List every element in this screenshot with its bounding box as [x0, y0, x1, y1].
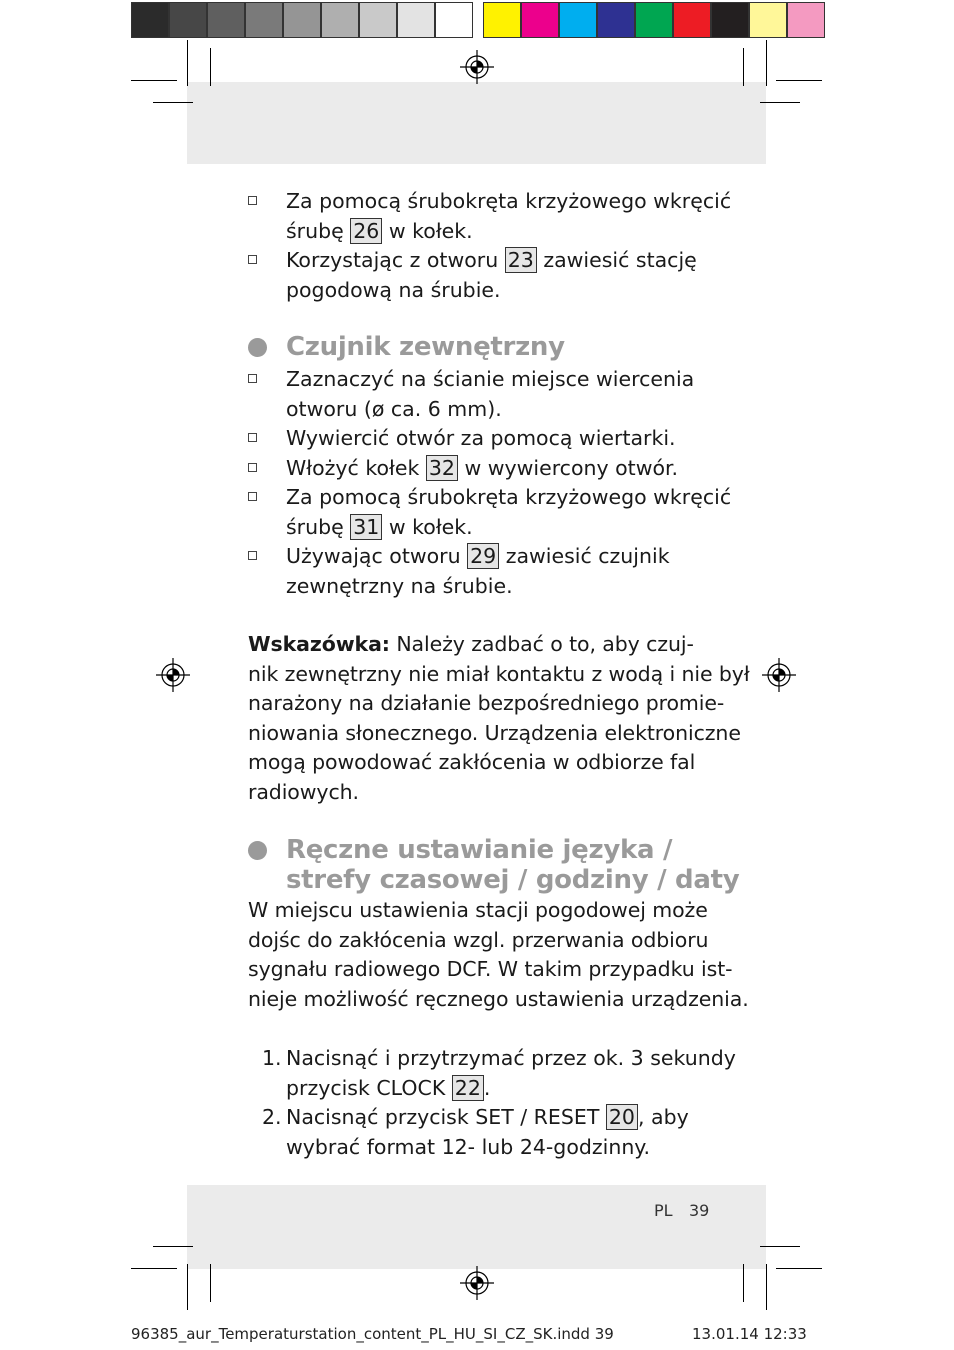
- registration-mark-icon: [460, 50, 494, 84]
- reference-number-box: 20: [606, 1104, 638, 1130]
- gray-swatch: [397, 2, 435, 38]
- heading-bullet-icon: [248, 338, 267, 357]
- gray-swatch: [207, 2, 245, 38]
- slug-filename: 96385_aur_Temperaturstation_content_PL_HU_SI_CZ_SK.indd 39: [131, 1325, 614, 1343]
- section-heading-outdoor-sensor: Czujnik zewnętrzny: [286, 332, 565, 362]
- color-swatch: [749, 2, 787, 38]
- color-swatch: [635, 2, 673, 38]
- reference-number-box: 22: [452, 1075, 484, 1101]
- note-line: narażony na działanie bezpośredniego promie-: [248, 691, 725, 715]
- note-line: nik zewnętrzny nie miał kontaktu z wodą i nie był: [248, 661, 750, 686]
- gray-swatch: [131, 2, 169, 38]
- registration-mark-icon: [762, 658, 796, 692]
- note-label: Wskazówka:: [248, 632, 390, 656]
- step-text: Nacisnąć przycisk SET / RESET 20 , aby wybrać format 12- lub 24-godzinny.: [286, 1105, 689, 1159]
- checkbox-square-icon: [248, 463, 257, 472]
- checkbox-square-icon: [248, 551, 257, 560]
- checkbox-square-icon: [248, 374, 257, 383]
- reference-number-box: 26: [350, 218, 382, 244]
- heading-line: strefy czasowej / godziny / daty: [286, 865, 740, 895]
- manual-settings-intro: [248, 896, 749, 1014]
- note-line: niowania słonecznego. Urządzenia elektroniczne: [248, 720, 741, 745]
- list-item-text: Włożyć kołek 32 w wywiercony otwór.: [286, 455, 679, 480]
- note-first-line: Należy zadbać o to, aby czuj-: [389, 632, 694, 656]
- page-number: 39: [689, 1201, 710, 1220]
- slug-date: 13.01.14 12:33: [692, 1325, 807, 1343]
- list-item-text: Korzystając z otworu 23 zawiesić stację pogodową na śrubie.: [286, 248, 697, 302]
- note-line: radiowych.: [248, 779, 359, 804]
- list-item-text: Wywiercić otwór za pomocą wiertarki.: [286, 426, 676, 450]
- checkbox-square-icon: [248, 255, 257, 264]
- heading-bullet-icon: [248, 841, 267, 860]
- reference-number-box: 29: [467, 543, 499, 569]
- step-number: 2.: [262, 1105, 282, 1129]
- color-swatch: [787, 2, 825, 38]
- intro-line: W miejscu ustawienia stacji pogodowej może: [248, 898, 708, 922]
- gray-swatch: [359, 2, 397, 38]
- checkbox-square-icon: [248, 492, 257, 501]
- color-swatch: [521, 2, 559, 38]
- step-text: Nacisnąć i przytrzymać przez ok. 3 sekundy przycisk CLOCK 22 .: [286, 1046, 736, 1100]
- heading-line: Ręczne ustawianie języka /: [286, 835, 673, 865]
- registration-mark-icon: [156, 658, 190, 692]
- registration-mark-icon: [460, 1266, 494, 1300]
- color-swatch: [597, 2, 635, 38]
- list-item-text: Używając otworu 29 zawiesić czujnik zewnętrzny na śrubie.: [286, 544, 670, 598]
- color-swatch: [673, 2, 711, 38]
- gray-swatch: [283, 2, 321, 38]
- page-language: PL: [654, 1201, 673, 1220]
- color-swatch: [711, 2, 749, 38]
- list-item-text: Zaznaczyć na ścianie miejsce wiercenia otworu (ø ca. 6 mm).: [286, 367, 695, 421]
- reference-number-box: 32: [426, 455, 458, 481]
- intro-line: dojśc do zakłócenia wzgl. przerwania odbioru: [248, 927, 709, 952]
- intro-line: sygnału radiowego DCF. W takim przypadku ist-: [248, 957, 733, 981]
- color-swatch: [483, 2, 521, 38]
- checkbox-square-icon: [248, 433, 257, 442]
- color-swatch: [559, 2, 597, 38]
- gray-swatch: [245, 2, 283, 38]
- intro-line: nieje możliwość ręcznego ustawienia urządzenia.: [248, 986, 749, 1011]
- checkbox-square-icon: [248, 196, 257, 205]
- gray-swatch: [169, 2, 207, 38]
- note-line: mogą powodować zakłócenia w odbiorze fal: [248, 750, 696, 774]
- gray-swatch: [435, 2, 473, 38]
- section-heading-manual-settings: [286, 835, 739, 895]
- reference-number-box: 31: [350, 514, 382, 540]
- list-item-text: Za pomocą śrubokręta krzyżowego wkręcić śrubę 31 w kołek.: [286, 485, 732, 539]
- reference-number-box: 23: [505, 247, 537, 273]
- footer-band: [187, 1185, 766, 1269]
- list-item-text: Za pomocą śrubokręta krzyżowego wkręcić śrubę 26 w kołek.: [286, 189, 732, 243]
- gray-swatch: [321, 2, 359, 38]
- step-number: 1.: [262, 1046, 282, 1070]
- note-paragraph: [248, 630, 750, 807]
- header-band: [187, 82, 766, 164]
